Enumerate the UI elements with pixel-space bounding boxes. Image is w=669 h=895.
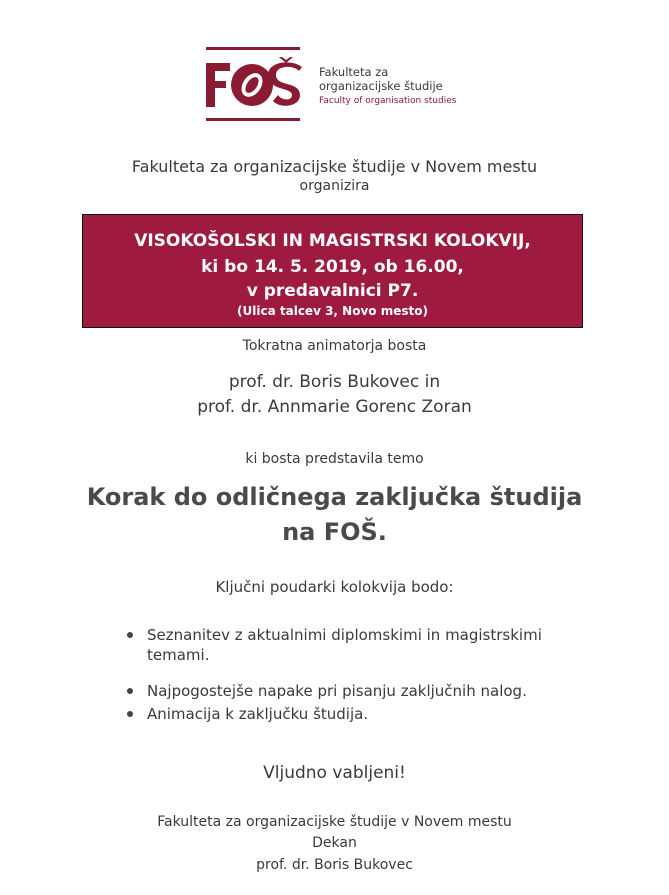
faculty-logo <box>206 47 466 123</box>
topic-title-line1: Korak do odličnega zaključka študija <box>86 483 583 511</box>
list-item-text: Najpogostejše napake pri pisanju zaključnih nalog. <box>147 682 527 700</box>
signature-institution: Fakulteta za organizacijske študije v Novem mestu <box>157 814 512 830</box>
signature-role: Dekan <box>312 835 357 851</box>
bullet-icon <box>127 711 133 717</box>
animators-intro: Tokratna animatorja bosta <box>242 338 427 354</box>
intro-organizes: organizira <box>299 178 370 194</box>
event-date: ki bo 14. 5. 2019, ob 16.00, <box>201 257 464 277</box>
animator-1: prof. dr. Boris Bukovec in <box>228 372 441 392</box>
event-room: v predavalnici P7. <box>246 281 419 301</box>
logo-name-line1: Fakulteta za <box>319 65 389 79</box>
signature-name: prof. dr. Boris Bukovec <box>256 857 413 873</box>
event-address: (Ulica talcev 3, Novo mesto) <box>237 304 428 318</box>
topic-intro: ki bosta predstavila temo <box>245 451 424 467</box>
event-highlight-box <box>82 214 583 328</box>
bullet-icon <box>127 688 133 694</box>
logo-name-english: Faculty of organisation studies <box>319 96 457 106</box>
closing-invitation: Vljudno vabljeni! <box>263 763 406 783</box>
event-title: VISOKOŠOLSKI IN MAGISTRSKI KOLOKVIJ, <box>134 231 531 251</box>
fos-logo-mark <box>206 57 302 113</box>
topic-title-line2: na FOŠ. <box>282 518 387 546</box>
intro-organizer: Fakulteta za organizacijske študije v Novem mestu <box>131 157 538 176</box>
key-points-intro: Ključni poudarki kolokvija bodo: <box>215 578 454 596</box>
animator-2: prof. dr. Annmarie Gorenc Zoran <box>197 397 472 417</box>
logo-name-line2: organizacijske študije <box>319 79 443 93</box>
logo-bottom-bar <box>206 118 300 121</box>
list-item-text: Seznanitev z aktualnimi diplomskimi in magistrskimi temami. <box>147 626 542 664</box>
list-item-text: Animacija k zaključku študija. <box>147 705 369 723</box>
logo-top-bar <box>206 47 300 50</box>
bullet-icon <box>127 632 133 638</box>
